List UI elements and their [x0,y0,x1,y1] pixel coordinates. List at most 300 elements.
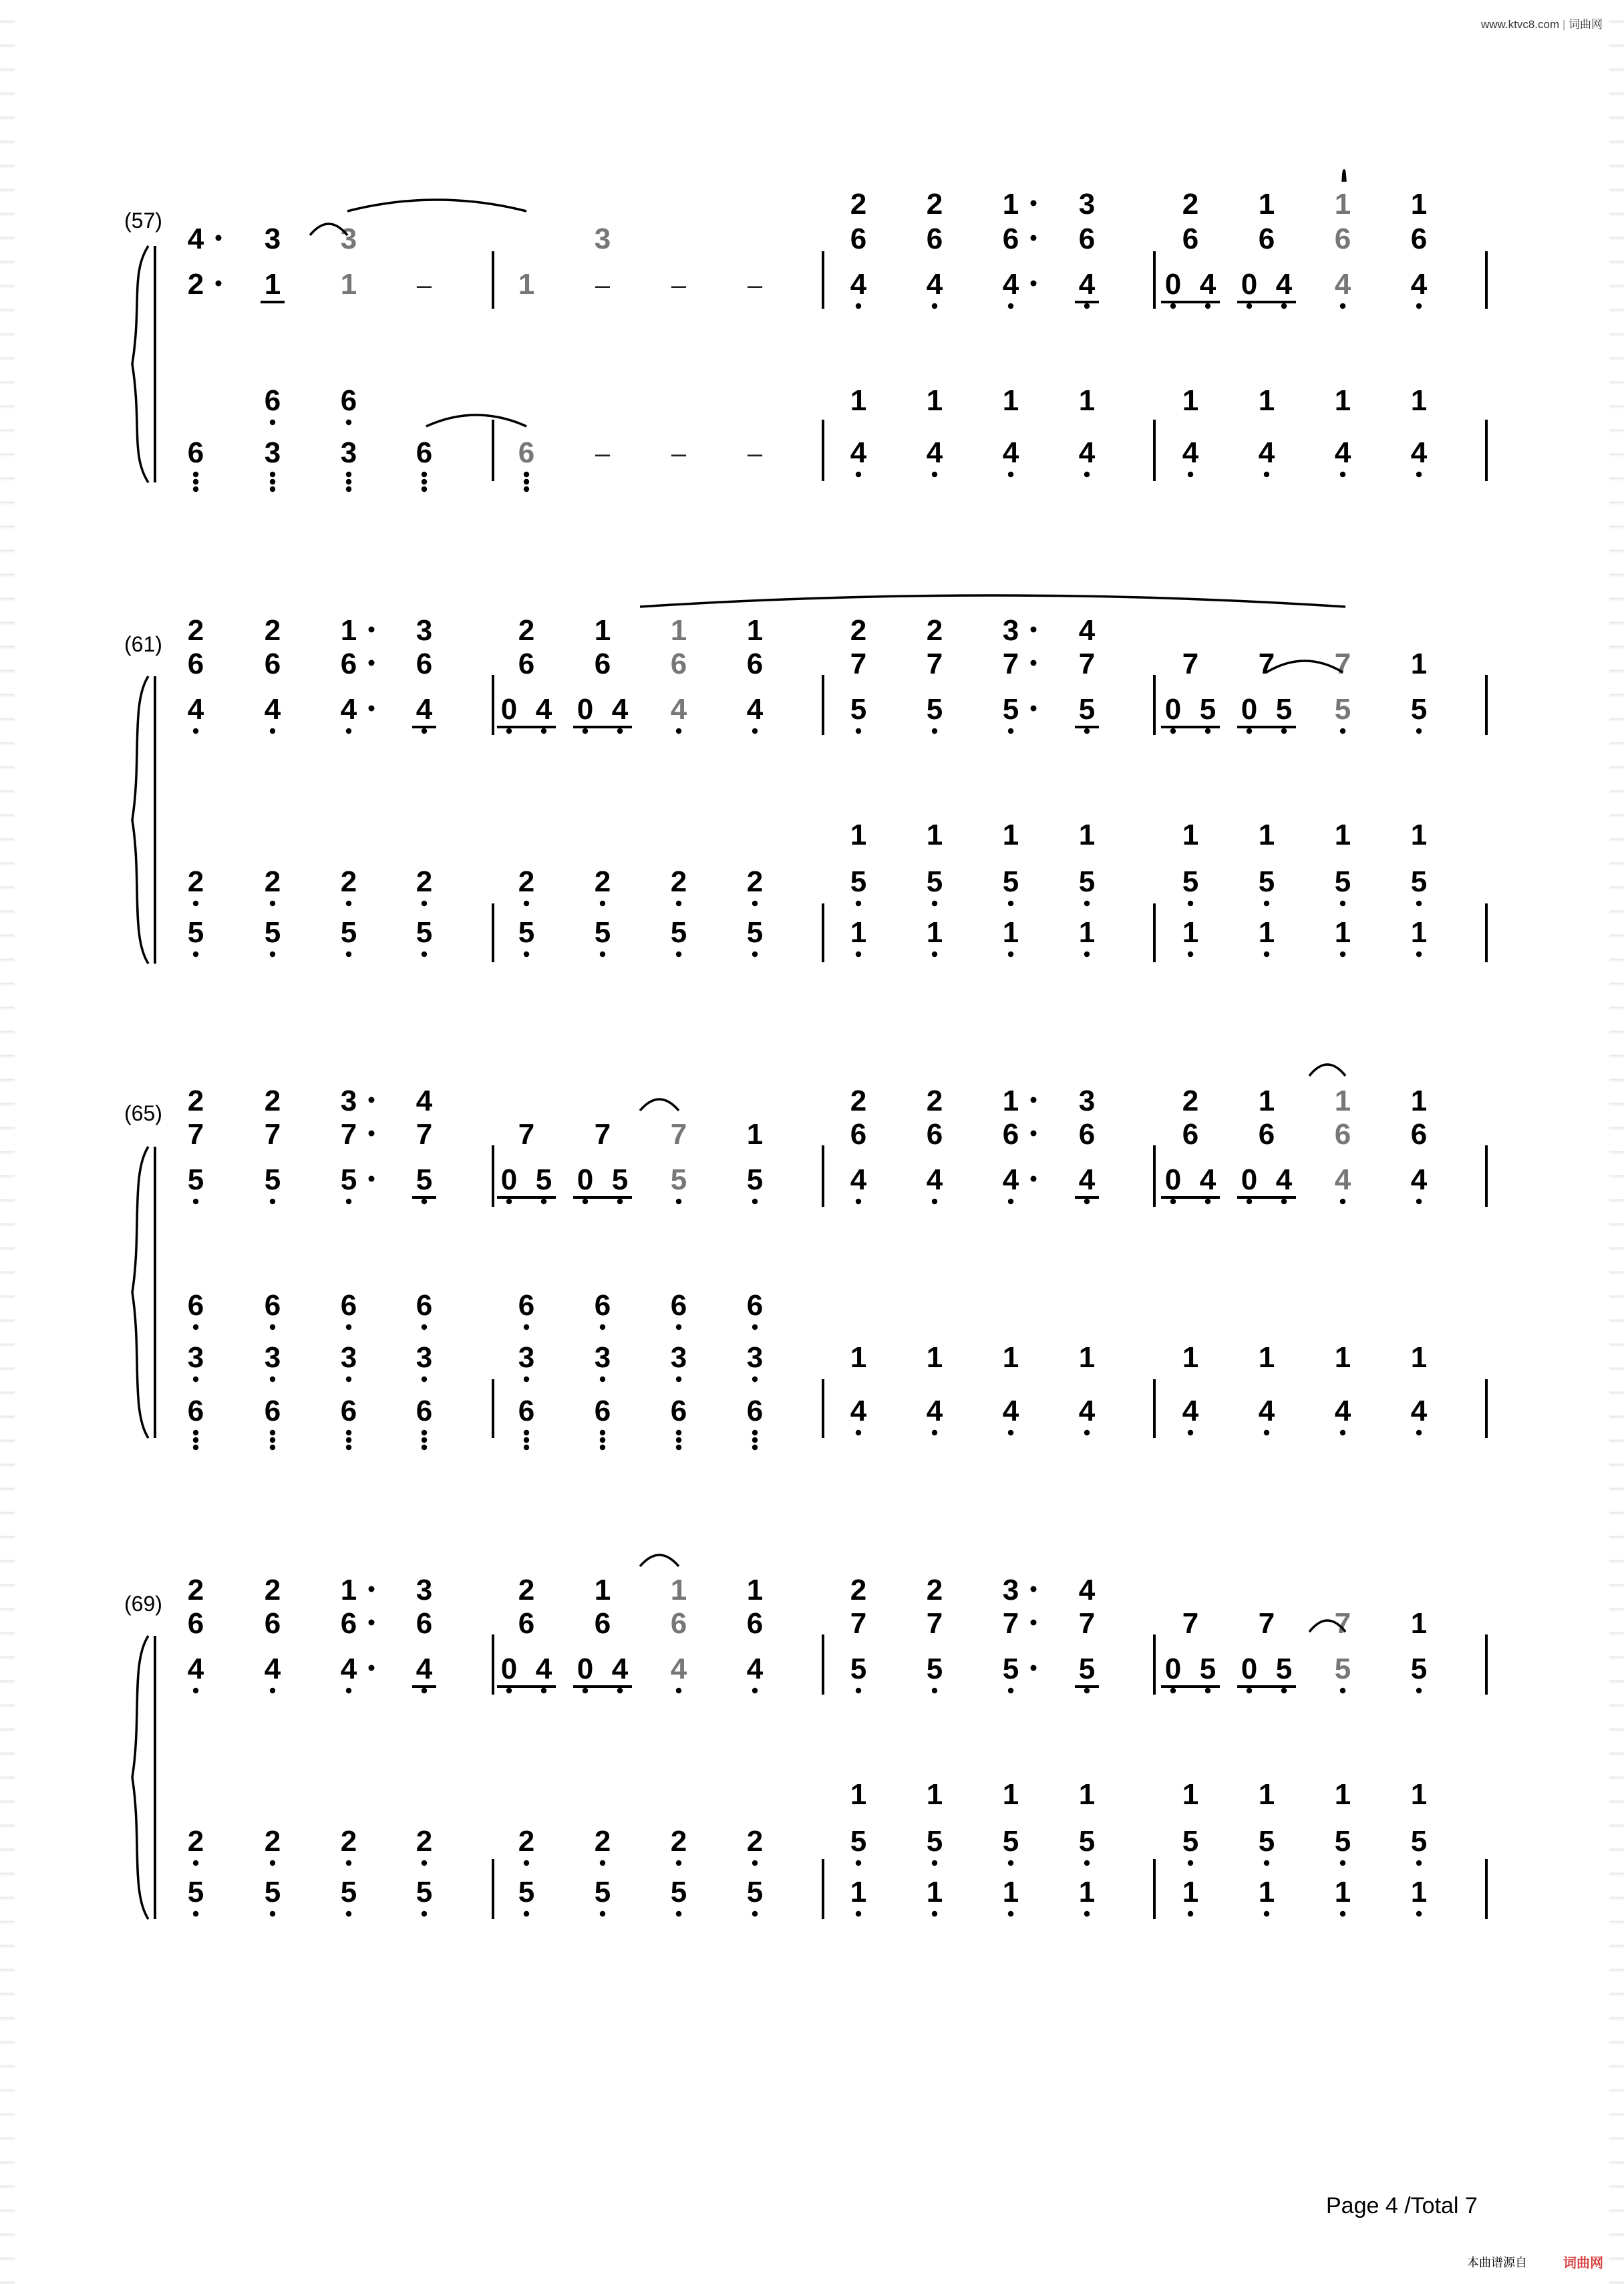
note: 5 [1078,1653,1096,1685]
note: 3 [264,1341,281,1374]
note: 3 [1078,188,1096,221]
note: 1 [340,268,357,301]
note: 6 [264,1607,281,1640]
note: 4 [850,1395,867,1427]
note: 7 [1258,1607,1275,1640]
note: 3 [416,1574,433,1606]
note: 5 [850,1825,867,1858]
note: 5 [1258,865,1275,898]
note: 3 [1002,614,1019,647]
note: 1 [746,1118,764,1151]
note: 5 [1078,693,1096,726]
note: 2 [187,268,204,301]
note: 4 [850,1163,867,1196]
note: 5 [416,1876,433,1908]
note: 1 [1002,916,1019,949]
note: 5 [670,916,687,949]
dash-mark: – [747,439,763,468]
tie-arc [640,1555,679,1566]
note: 0 [500,1163,518,1196]
note: 5 [746,916,764,949]
note: 1 [1258,916,1275,949]
note: 7 [1078,1607,1096,1640]
note: 5 [1334,865,1351,898]
note: 4 [1078,1395,1096,1427]
note: 1 [1334,1085,1351,1117]
note: 7 [1002,1607,1019,1640]
note: 4 [1334,1163,1351,1196]
note: 1 [1258,819,1275,851]
note: 6 [1078,223,1096,255]
note: 6 [518,648,535,680]
note: 6 [926,223,943,255]
note: 1 [746,1574,764,1606]
note: 1 [594,614,611,647]
note: 2 [1182,188,1199,221]
note: 2 [850,1085,867,1117]
note: 6 [1334,1118,1351,1151]
note: 1 [340,614,357,647]
note: 6 [518,1607,535,1640]
note: 1 [1334,916,1351,949]
note: 1 [264,268,281,301]
note: 5 [1334,1653,1351,1685]
footer-brand-logo: 词曲网 [1563,2256,1603,2271]
note: 5 [1002,1653,1019,1685]
note: 5 [1182,865,1199,898]
note: 5 [926,865,943,898]
note: 0 [1241,1653,1258,1685]
note: 2 [518,1574,535,1606]
note: 4 [1199,1163,1216,1196]
note: 6 [416,1395,433,1427]
note: 1 [670,1574,687,1606]
note: 3 [746,1341,764,1374]
note: 6 [340,1607,357,1640]
note: 0 [1164,1653,1182,1685]
note: 7 [1334,1607,1351,1640]
note: 4 [187,223,204,255]
brace [132,1636,148,1919]
note: 0 [500,693,518,726]
note: 2 [850,188,867,221]
note: 1 [1002,1778,1019,1811]
note: 4 [1002,1163,1019,1196]
note: 6 [416,1607,433,1640]
note: 4 [1078,1163,1096,1196]
note: 0 [500,1653,518,1685]
note: 2 [187,865,204,898]
note: 6 [416,1289,433,1322]
note: 7 [416,1118,433,1151]
note: 7 [187,1118,204,1151]
note: 6 [594,1289,611,1322]
note: 1 [1078,1778,1096,1811]
note: 6 [264,648,281,680]
note: 1 [926,1876,943,1908]
note: 4 [1199,268,1216,301]
note: 6 [187,648,204,680]
note: 6 [340,648,357,680]
note: 1 [1410,384,1428,417]
note: 2 [187,1085,204,1117]
note: 1 [1258,188,1275,221]
note: 4 [187,1653,204,1685]
note: 1 [1410,188,1428,221]
note: 3 [1002,1574,1019,1606]
note: 1 [1410,1341,1428,1374]
note: 6 [187,436,204,469]
note: 5 [1410,1825,1428,1858]
note: 2 [264,865,281,898]
note: 1 [1182,384,1199,417]
note: 2 [850,614,867,647]
note: 0 [1164,268,1182,301]
note: 4 [670,1653,687,1685]
note: 5 [746,1876,764,1908]
dash-mark: – [416,271,432,300]
note: 6 [1078,1118,1096,1151]
note: 6 [670,1289,687,1322]
note: 1 [1078,384,1096,417]
note: 6 [926,1118,943,1151]
note: 1 [1410,1607,1428,1640]
note: 1 [1258,1876,1275,1908]
tie-arc [640,1099,679,1111]
note: 7 [340,1118,357,1151]
note: 6 [187,1607,204,1640]
note: 3 [518,1341,535,1374]
tie-arc [1309,1064,1345,1076]
note: 1 [1002,1341,1019,1374]
note: 7 [1258,648,1275,680]
note: 1 [850,819,867,851]
note: 6 [594,648,611,680]
note: 1 [1410,648,1428,680]
note: 4 [1258,1395,1275,1427]
note: 4 [416,693,433,726]
dash-mark: – [595,271,611,300]
note: 6 [1182,1118,1199,1151]
note: 6 [670,1395,687,1427]
note: 6 [1410,223,1428,255]
note: 5 [850,865,867,898]
note: 1 [1182,1341,1199,1374]
note: 4 [1182,436,1199,469]
note: 5 [1078,865,1096,898]
note: 7 [1182,1607,1199,1640]
note: 5 [187,1163,204,1196]
note: 4 [926,436,943,469]
note: 6 [746,648,764,680]
note: 4 [416,1085,433,1117]
note: 2 [746,865,764,898]
note: 2 [1182,1085,1199,1117]
note: 0 [1241,268,1258,301]
note: 5 [670,1876,687,1908]
note: 2 [340,865,357,898]
note: 4 [746,693,764,726]
note: 1 [926,1778,943,1811]
note: 1 [850,1341,867,1374]
note: 5 [535,1163,552,1196]
tie-arc [426,415,526,426]
note: 3 [594,223,611,255]
note: 5 [1002,693,1019,726]
note: 1 [1334,1876,1351,1908]
note: 4 [850,436,867,469]
note: 1 [1334,819,1351,851]
note: 1 [1182,916,1199,949]
note: 2 [187,1825,204,1858]
note: 2 [518,1825,535,1858]
note: 7 [1182,648,1199,680]
brace [132,1147,148,1438]
note: 4 [340,1653,357,1685]
note: 4 [1334,1395,1351,1427]
note: 5 [1275,1653,1293,1685]
note: 4 [611,693,629,726]
note: 1 [1334,1341,1351,1374]
note: 2 [518,865,535,898]
dash-mark: – [747,271,763,300]
note: 4 [1275,1163,1293,1196]
note: 4 [1182,1395,1199,1427]
note: 7 [926,1607,943,1640]
note: 6 [1182,223,1199,255]
note: 7 [594,1118,611,1151]
note: 4 [1078,1574,1096,1606]
note: 2 [187,614,204,647]
note: 1 [1002,188,1019,221]
note: 6 [340,1289,357,1322]
note: 1 [670,614,687,647]
note: 2 [670,865,687,898]
note: 4 [1410,436,1428,469]
note: 1 [746,614,764,647]
note: 5 [1002,1825,1019,1858]
note: 5 [1078,1825,1096,1858]
note: 6 [1258,1118,1275,1151]
note: 3 [1078,1085,1096,1117]
note: 3 [264,436,281,469]
site-url[interactable]: www.ktvc8.com [1480,18,1560,31]
note: 1 [1258,1341,1275,1374]
brace [132,246,148,482]
note: 3 [340,1341,357,1374]
note: 3 [416,614,433,647]
note: 4 [535,693,552,726]
note: 2 [926,614,943,647]
note: 1 [1258,1085,1275,1117]
note: 2 [518,614,535,647]
note: 5 [264,916,281,949]
note: 2 [926,188,943,221]
note: 5 [416,1163,433,1196]
note: 2 [416,1825,433,1858]
note: 3 [416,1341,433,1374]
note: 5 [611,1163,629,1196]
note: 6 [746,1607,764,1640]
note: 1 [1410,1085,1428,1117]
note: 1 [850,1778,867,1811]
note: 2 [264,614,281,647]
note: 6 [340,384,357,417]
note: 1 [1182,819,1199,851]
note: 6 [1334,223,1351,255]
note: 4 [264,693,281,726]
note: 1 [1334,1778,1351,1811]
note: 6 [594,1607,611,1640]
note: 4 [1078,436,1096,469]
note: 5 [1199,1653,1216,1685]
note: 1 [340,1574,357,1606]
note: 5 [670,1163,687,1196]
brace [132,676,148,964]
note: 1 [518,268,535,301]
note: 4 [1334,268,1351,301]
note: 1 [1002,384,1019,417]
note: 6 [1002,223,1019,255]
dash-mark: – [671,271,687,300]
note: 5 [746,1163,764,1196]
note: 1 [1410,1778,1428,1811]
note: 0 [1241,1163,1258,1196]
note: 3 [670,1341,687,1374]
note: 2 [264,1085,281,1117]
note: 5 [850,693,867,726]
note: 7 [264,1118,281,1151]
note: 6 [187,1289,204,1322]
page-indicator: Page 4 /Total 7 [1326,2193,1478,2219]
note: 4 [1275,268,1293,301]
site-brand: 词曲网 [1569,18,1603,31]
note: 5 [340,1876,357,1908]
note: 6 [518,1395,535,1427]
note: 1 [850,916,867,949]
note: 4 [1078,614,1096,647]
note: 2 [746,1825,764,1858]
note: 3 [187,1341,204,1374]
note: 5 [1275,693,1293,726]
note: 4 [670,693,687,726]
note: 6 [416,648,433,680]
note: 6 [518,1289,535,1322]
note: 2 [340,1825,357,1858]
note: 5 [1334,1825,1351,1858]
note: 4 [1410,1395,1428,1427]
note: 1 [594,1574,611,1606]
note: 6 [850,223,867,255]
note: 4 [1410,1163,1428,1196]
note: 5 [1258,1825,1275,1858]
note: 2 [416,865,433,898]
site-header: www.ktvc8.com | 词曲网 [1480,18,1603,31]
note: 5 [850,1653,867,1685]
note: 0 [577,1163,594,1196]
note: 2 [264,1574,281,1606]
note: 1 [1002,1085,1019,1117]
note: 4 [926,268,943,301]
note: 5 [1410,1653,1428,1685]
note: 6 [187,1395,204,1427]
note: 7 [1002,648,1019,680]
note: 2 [594,865,611,898]
note: 1 [1078,1341,1096,1374]
note: 1 [1182,1778,1199,1811]
note: 5 [340,1163,357,1196]
note: 5 [926,1825,943,1858]
note: 4 [1258,436,1275,469]
note: 6 [264,1395,281,1427]
system-number-57: (57) [124,208,162,233]
note: 6 [594,1395,611,1427]
note: 5 [1182,1825,1199,1858]
note: 4 [416,1653,433,1685]
note: 5 [1410,865,1428,898]
note: 4 [1002,1395,1019,1427]
note: 5 [264,1163,281,1196]
note: 4 [611,1653,629,1685]
note: 1 [1258,1778,1275,1811]
tie-arc [1267,661,1343,672]
note: 4 [746,1653,764,1685]
note: 4 [1078,268,1096,301]
note: 7 [670,1118,687,1151]
note: 4 [926,1395,943,1427]
note: 3 [594,1341,611,1374]
note: 4 [1410,268,1428,301]
note: 6 [670,648,687,680]
note: 4 [535,1653,552,1685]
note: 6 [264,1289,281,1322]
note: 4 [850,268,867,301]
note: 5 [594,916,611,949]
note: 0 [1164,1163,1182,1196]
note: 7 [850,1607,867,1640]
dash-mark: – [595,439,611,468]
note: 7 [926,648,943,680]
note: 6 [1002,1118,1019,1151]
note: 5 [594,1876,611,1908]
note: 1 [1078,1876,1096,1908]
note: 1 [1410,819,1428,851]
note: 6 [1258,223,1275,255]
system-number-65: (65) [124,1101,162,1125]
note: 1 [1002,1876,1019,1908]
note: 1 [1182,1876,1199,1908]
note: 1 [1078,819,1096,851]
note: 0 [1164,693,1182,726]
note: 2 [187,1574,204,1606]
note: 1 [850,384,867,417]
note: 6 [264,384,281,417]
note: 4 [264,1653,281,1685]
note: 5 [264,1876,281,1908]
note: 6 [670,1607,687,1640]
note: 4 [926,1163,943,1196]
note: 6 [746,1289,764,1322]
note: 6 [416,436,433,469]
note: 5 [926,1653,943,1685]
note: 5 [518,1876,535,1908]
note: 5 [1334,693,1351,726]
note: 4 [187,693,204,726]
note: 3 [340,1085,357,1117]
note: 2 [926,1085,943,1117]
note: 2 [264,1825,281,1858]
system-number-61: (61) [124,632,162,656]
